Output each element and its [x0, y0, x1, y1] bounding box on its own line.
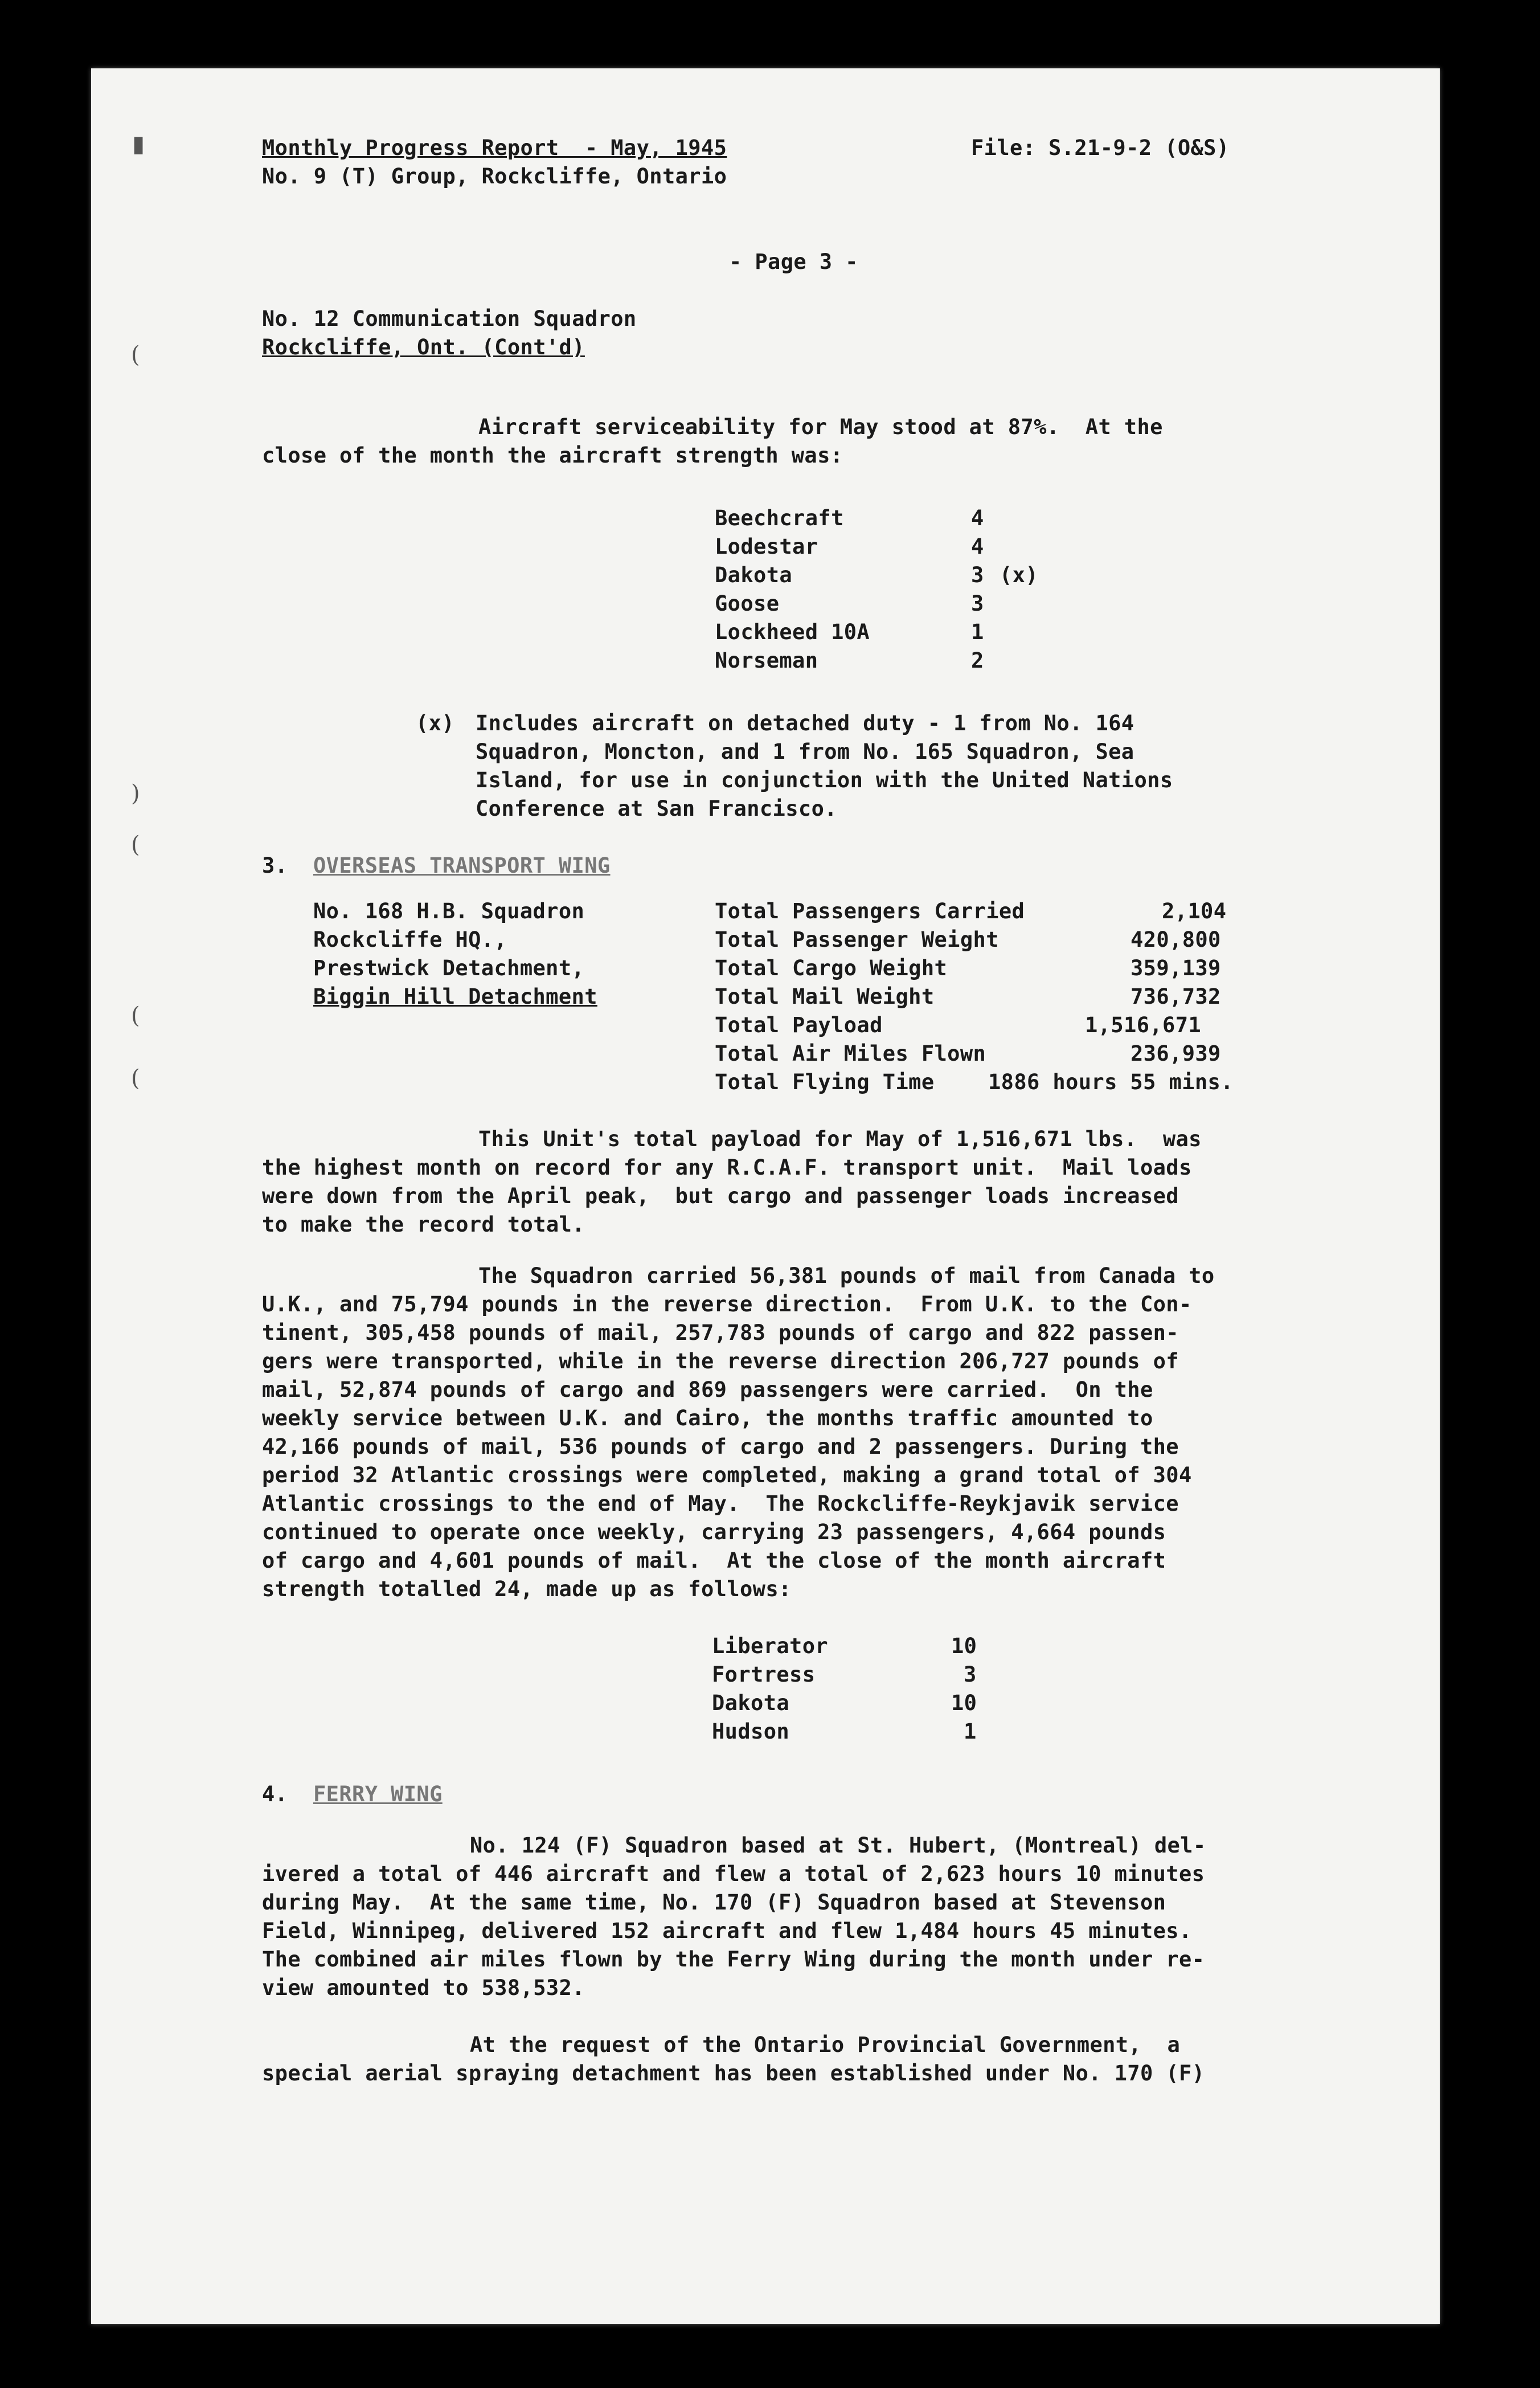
stat-label: Total Mail Weight: [715, 984, 935, 1009]
footnote-marker: (x): [416, 711, 455, 735]
paragraph-line: gers were transported, while in the reverse direction 206,727 pounds of: [262, 1349, 1179, 1373]
paragraph-line: strength totalled 24, made up as follows:: [262, 1577, 792, 1601]
paragraph-line: U.K., and 75,794 pounds in the reverse direction. From U.K. to the Con-: [262, 1292, 1192, 1316]
stat-label: Total Flying Time: [715, 1070, 935, 1094]
aircraft-type: Lockheed 10A: [715, 620, 870, 644]
aircraft-type: Liberator: [712, 1634, 829, 1658]
paragraph-line: were down from the April peak, but cargo and passenger loads increased: [262, 1184, 1179, 1208]
aircraft-type: Dakota: [712, 1691, 790, 1715]
document-page: [91, 68, 1440, 2324]
paragraph-line: the highest month on record for any R.C.A.F. transport unit. Mail loads: [262, 1155, 1192, 1180]
aircraft-type: Hudson: [712, 1719, 790, 1744]
aircraft-type: Dakota: [715, 563, 793, 587]
paragraph-line: 42,166 pounds of mail, 536 pounds of cargo and 2 passengers. During the: [262, 1434, 1179, 1459]
paragraph-line: Field, Winnipeg, delivered 152 aircraft and flew 1,484 hours 45 minutes.: [262, 1919, 1192, 1943]
paragraph-line: period 32 Atlantic crossings were completed, making a grand total of 304: [262, 1463, 1192, 1487]
aircraft-count: 3: [971, 563, 984, 587]
report-title: Monthly Progress Report - May, 1945: [262, 136, 727, 160]
paragraph-line: At the request of the Ontario Provincial Government, a: [470, 2033, 1181, 2057]
file-reference: File: S.21-9-2 (O&S): [971, 136, 1230, 160]
stat-label: Total Passengers Carried: [715, 899, 1025, 923]
paragraph-line: continued to operate once weekly, carrying 23 passengers, 4,664 pounds: [262, 1520, 1166, 1544]
binding-mark: ▮: [132, 131, 145, 157]
paragraph-line: view amounted to 538,532.: [262, 1976, 585, 2000]
binding-mark: (: [131, 832, 140, 858]
unit-name: Prestwick Detachment,: [313, 956, 585, 980]
unit-name: Rockcliffe HQ.,: [313, 927, 507, 952]
stat-value: 1886 hours 55 mins.: [988, 1070, 1234, 1094]
aircraft-type: Beechcraft: [715, 506, 844, 530]
aircraft-count: 10: [951, 1634, 977, 1658]
aircraft-type: Goose: [715, 591, 780, 616]
page-number: - Page 3 -: [729, 250, 858, 274]
paragraph-line: of cargo and 4,601 pounds of mail. At the close of the month aircraft: [262, 1548, 1166, 1573]
stat-value: 359,139: [1131, 956, 1221, 980]
section-number: 3.: [262, 853, 288, 878]
aircraft-type: Fortress: [712, 1662, 816, 1687]
paragraph-line: No. 124 (F) Squadron based at St. Hubert, (Montreal) del-: [470, 1833, 1206, 1858]
squadron-location: Rockcliffe, Ont. (Cont'd): [262, 335, 585, 359]
footnote-line: Island, for use in conjunction with the United Nations: [476, 768, 1173, 792]
stat-label: Total Passenger Weight: [715, 927, 999, 952]
stat-value: 1,516,671: [1085, 1013, 1202, 1037]
stat-value: 420,800: [1131, 927, 1221, 952]
paragraph-line: during May. At the same time, No. 170 (F) Squadron based at Stevenson: [262, 1890, 1166, 1915]
stat-label: Total Cargo Weight: [715, 956, 948, 980]
aircraft-count: 4: [971, 506, 984, 530]
binding-mark: (: [131, 1065, 140, 1091]
report-subtitle: No. 9 (T) Group, Rockcliffe, Ontario: [262, 164, 727, 189]
aircraft-type: Lodestar: [715, 534, 818, 559]
paragraph-line: This Unit's total payload for May of 1,516,671 lbs. was: [478, 1127, 1202, 1151]
paragraph-line: tinent, 305,458 pounds of mail, 257,783 pounds of cargo and 822 passen-: [262, 1320, 1179, 1345]
aircraft-count: 1: [964, 1719, 977, 1744]
paragraph-line: Aircraft serviceability for May stood at 87%. At the: [478, 415, 1163, 439]
aircraft-note: (x): [1000, 563, 1039, 587]
stat-label: Total Payload: [715, 1013, 883, 1037]
paragraph-line: to make the record total.: [262, 1212, 585, 1237]
paragraph-line: ivered a total of 446 aircraft and flew a total of 2,623 hours 10 minutes: [262, 1862, 1205, 1886]
stat-label: Total Air Miles Flown: [715, 1041, 986, 1066]
unit-name: No. 168 H.B. Squadron: [313, 899, 585, 923]
aircraft-count: 10: [951, 1691, 977, 1715]
paragraph-line: Atlantic crossings to the end of May. The Rockcliffe-Reykjavik service: [262, 1491, 1179, 1516]
squadron-heading: No. 12 Communication Squadron: [262, 306, 637, 331]
footnote-line: Includes aircraft on detached duty - 1 from No. 164: [476, 711, 1134, 735]
footnote-line: Conference at San Francisco.: [476, 796, 837, 821]
paragraph-line: The combined air miles flown by the Ferry Wing during the month under re-: [262, 1947, 1205, 1972]
paragraph-line: The Squadron carried 56,381 pounds of mail from Canada to: [478, 1263, 1215, 1288]
binding-mark: (: [131, 342, 140, 368]
stat-value: 236,939: [1131, 1041, 1221, 1066]
aircraft-count: 2: [971, 648, 984, 673]
paragraph-line: mail, 52,874 pounds of cargo and 869 passengers were carried. On the: [262, 1377, 1153, 1402]
paragraph-line: close of the month the aircraft strength was:: [262, 443, 843, 468]
binding-mark: (: [131, 1003, 140, 1029]
section-heading: OVERSEAS TRANSPORT WING: [313, 853, 611, 878]
aircraft-count: 1: [971, 620, 984, 644]
paragraph-line: weekly service between U.K. and Cairo, the months traffic amounted to: [262, 1406, 1153, 1430]
aircraft-count: 4: [971, 534, 984, 559]
stat-value: 2,104: [1162, 899, 1227, 923]
aircraft-type: Norseman: [715, 648, 818, 673]
section-heading: FERRY WING: [313, 1782, 443, 1806]
paragraph-line: special aerial spraying detachment has been established under No. 170 (F): [262, 2061, 1205, 2086]
stat-value: 736,732: [1131, 984, 1221, 1009]
footnote-line: Squadron, Moncton, and 1 from No. 165 Squadron, Sea: [476, 739, 1134, 764]
binding-mark: ): [131, 780, 140, 807]
section-number: 4.: [262, 1782, 288, 1806]
aircraft-count: 3: [971, 591, 984, 616]
aircraft-count: 3: [964, 1662, 977, 1687]
unit-name: Biggin Hill Detachment: [313, 984, 597, 1009]
